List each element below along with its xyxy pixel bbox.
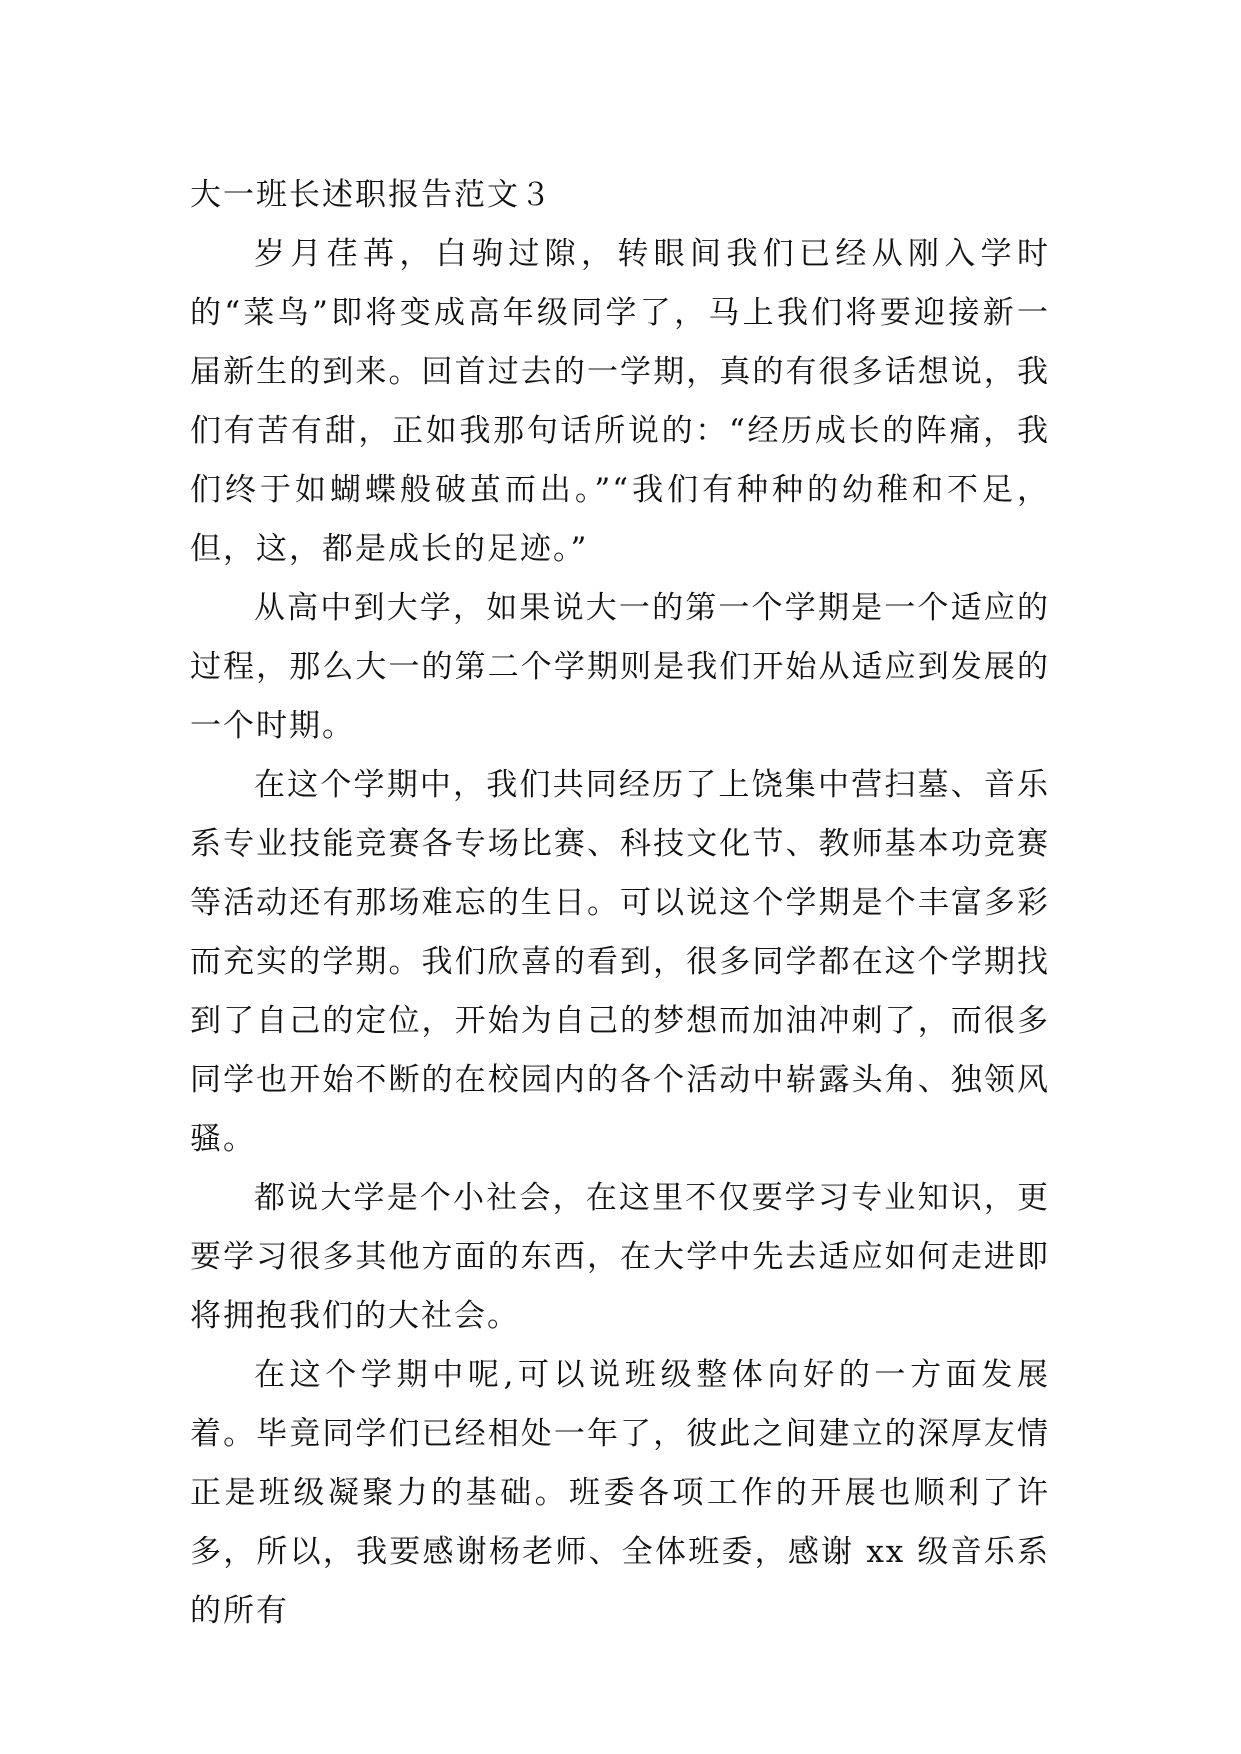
paragraph-4: 都说大学是个小社会，在这里不仅要学习专业知识，更要学习很多其他方面的东西，在大学中先去适应如何走进即将拥抱我们的大社会。 <box>190 1180 1050 1334</box>
paragraph-2: 从高中到大学，如果说大一的第一个学期是一个适应的过程，那么大一的第二个学期则是我们开始从适应到发展的一个时期。 <box>190 590 1050 744</box>
document-title: 大一班长述职报告范文３ <box>190 177 553 213</box>
document-body <box>190 166 1050 1641</box>
paragraph-1: 岁月荏苒，白驹过隙，转眼间我们已经从刚入学时的“菜鸟”即将变成高年级同学了，马上我们将要迎接新一届新生的到来。回首过去的一学期，真的有很多话想说，我们有苦有甜，正如我那句话所说的：“经历成长的阵痛，我们终于如蝴蝶般破茧而出。”“我们有种种的幼稚和不足，但，这，都是成长的足迹。” <box>190 236 1050 567</box>
paragraph-3: 在这个学期中，我们共同经历了上饶集中营扫墓、音乐系专业技能竞赛各专场比赛、科技文化节、教师基本功竞赛等活动还有那场难忘的生日。可以说这个学期是个丰富多彩而充实的学期。我们欣喜的看到，很多同学都在这个学期找到了自己的定位，开始为自己的梦想而加油冲刺了，而很多同学也开始不断的在校园内的各个活动中崭露头角、独领风骚。 <box>190 767 1050 1157</box>
paragraph-5: 在这个学期中呢,可以说班级整体向好的一方面发展着。毕竟同学们已经相处一年了，彼此之间建立的深厚友情正是班级凝聚力的基础。班委各项工作的开展也顺利了许多，所以，我要感谢杨老师、全体班委，感谢 xx 级音乐系的所有 <box>190 1357 1050 1629</box>
